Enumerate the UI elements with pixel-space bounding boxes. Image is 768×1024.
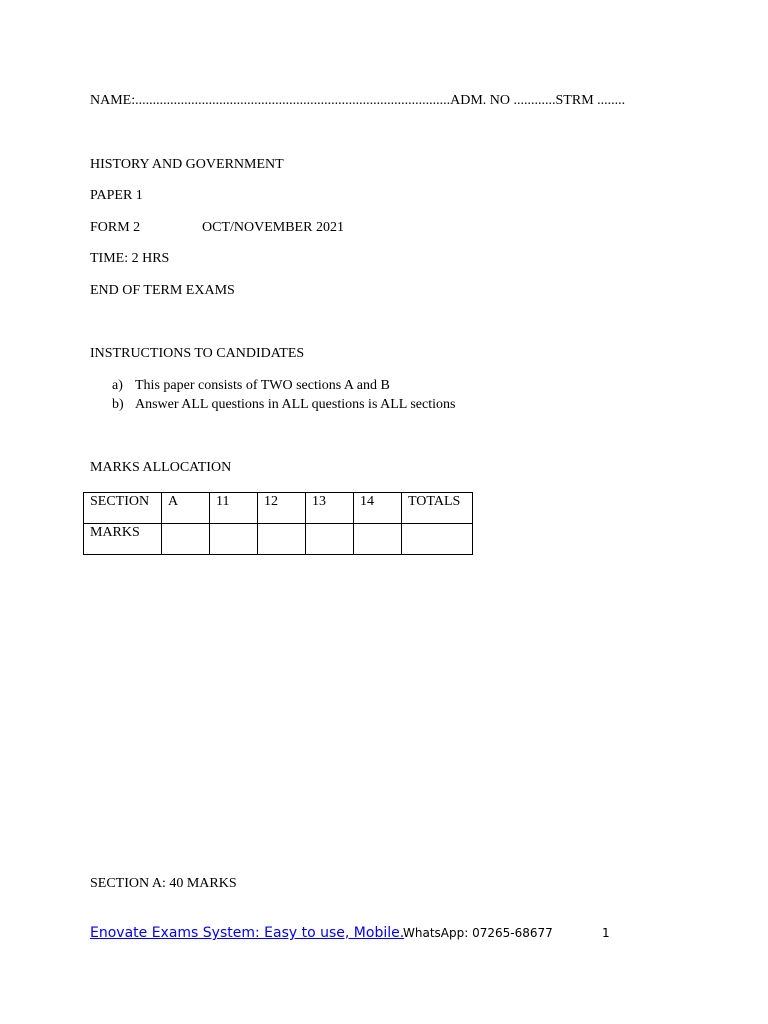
footer-whatsapp: WhatsApp: 07265-68677 bbox=[403, 926, 553, 940]
name-label: NAME: bbox=[90, 93, 136, 108]
table-cell: 13 bbox=[306, 493, 354, 524]
marks-entry-cell[interactable] bbox=[306, 524, 354, 555]
instruction-item bbox=[112, 377, 390, 395]
table-cell: 11 bbox=[210, 493, 258, 524]
instruction-marker: b) bbox=[112, 397, 124, 412]
table-cell: MARKS bbox=[84, 524, 162, 555]
exam-time: TIME: 2 HRS bbox=[90, 251, 170, 266]
marks-allocation-heading: MARKS ALLOCATION bbox=[90, 460, 232, 475]
subject-title: HISTORY AND GOVERNMENT bbox=[90, 157, 284, 172]
table-row bbox=[84, 524, 473, 555]
page-footer bbox=[90, 925, 620, 945]
instruction-marker: a) bbox=[112, 378, 123, 393]
table-cell: TOTALS bbox=[402, 493, 473, 524]
table-cell: SECTION bbox=[84, 493, 162, 524]
marks-entry-cell[interactable] bbox=[210, 524, 258, 555]
strm-label: STRM ........ bbox=[555, 93, 626, 108]
marks-entry-cell[interactable] bbox=[402, 524, 473, 555]
page-number: 1 bbox=[602, 926, 610, 940]
instruction-text: This paper consists of TWO sections A and B bbox=[135, 378, 390, 393]
footer-link[interactable]: Enovate Exams System: Easy to use, Mobile. bbox=[90, 925, 405, 941]
table-cell: 12 bbox=[258, 493, 306, 524]
adm-no-label: ADM. NO ............ bbox=[450, 93, 556, 108]
instructions-heading: INSTRUCTIONS TO CANDIDATES bbox=[90, 346, 305, 361]
table-cell: 14 bbox=[354, 493, 402, 524]
table-cell: A bbox=[162, 493, 210, 524]
exam-type: END OF TERM EXAMS bbox=[90, 283, 235, 298]
form-level: FORM 2 bbox=[90, 220, 141, 235]
table-header-row bbox=[84, 493, 473, 524]
marks-entry-cell[interactable] bbox=[354, 524, 402, 555]
form-line bbox=[90, 219, 344, 237]
instruction-text: Answer ALL questions in ALL questions is ALL sections bbox=[135, 397, 456, 412]
student-details-line bbox=[90, 92, 625, 110]
marks-allocation-table bbox=[83, 492, 473, 555]
exam-session: OCT/NOVEMBER 2021 bbox=[202, 220, 344, 235]
name-blank: .......................................................................................... bbox=[135, 93, 451, 108]
marks-entry-cell[interactable] bbox=[162, 524, 210, 555]
instruction-item bbox=[112, 396, 455, 414]
marks-entry-cell[interactable] bbox=[258, 524, 306, 555]
section-a-heading: SECTION A: 40 MARKS bbox=[90, 876, 237, 891]
paper-number: PAPER 1 bbox=[90, 188, 143, 203]
